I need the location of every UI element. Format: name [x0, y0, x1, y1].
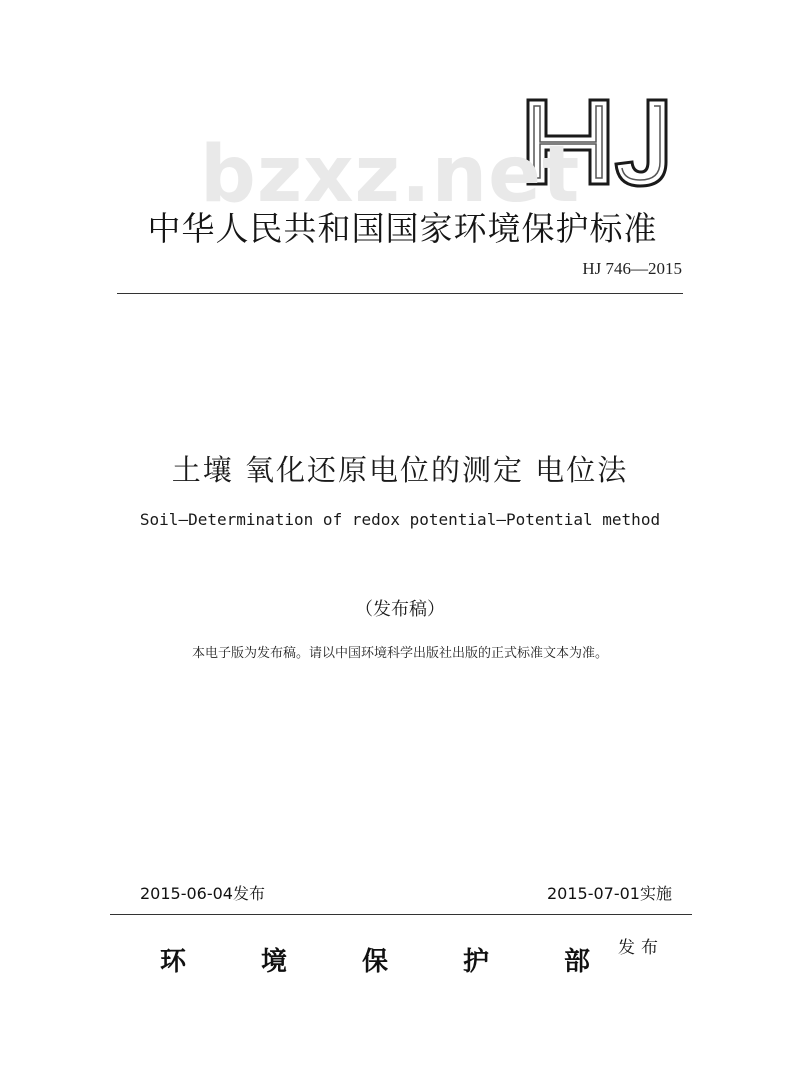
- issuer-char: 保: [361, 947, 388, 977]
- issuer-name: [160, 940, 590, 984]
- implementation-date: 2015-07-01实施: [547, 884, 672, 903]
- standard-code: HJ 746—2015: [582, 259, 682, 278]
- watermark: bzxz.net: [200, 130, 581, 220]
- chinese-title: 土壤 氧化还原电位的测定 电位法: [171, 453, 629, 487]
- publish-label: 发布: [618, 938, 664, 958]
- issuer-char: 环: [160, 947, 187, 977]
- top-divider: [117, 293, 683, 294]
- release-note: 本电子版为发布稿。请以中国环境科学出版社出版的正式标准文本为准。: [191, 646, 608, 661]
- issuer-char: 护: [462, 947, 489, 977]
- english-title: Soil—Determination of redox potential—Potential method: [139, 510, 661, 529]
- draft-label: （发布稿）: [355, 599, 445, 620]
- issuer-char: 部: [563, 947, 590, 977]
- issuer-char: 境: [260, 947, 287, 977]
- issue-date: 2015-06-04发布: [140, 884, 265, 903]
- standard-title: 中华人民共和国国家环境保护标准: [147, 209, 658, 248]
- bottom-divider: [110, 914, 692, 915]
